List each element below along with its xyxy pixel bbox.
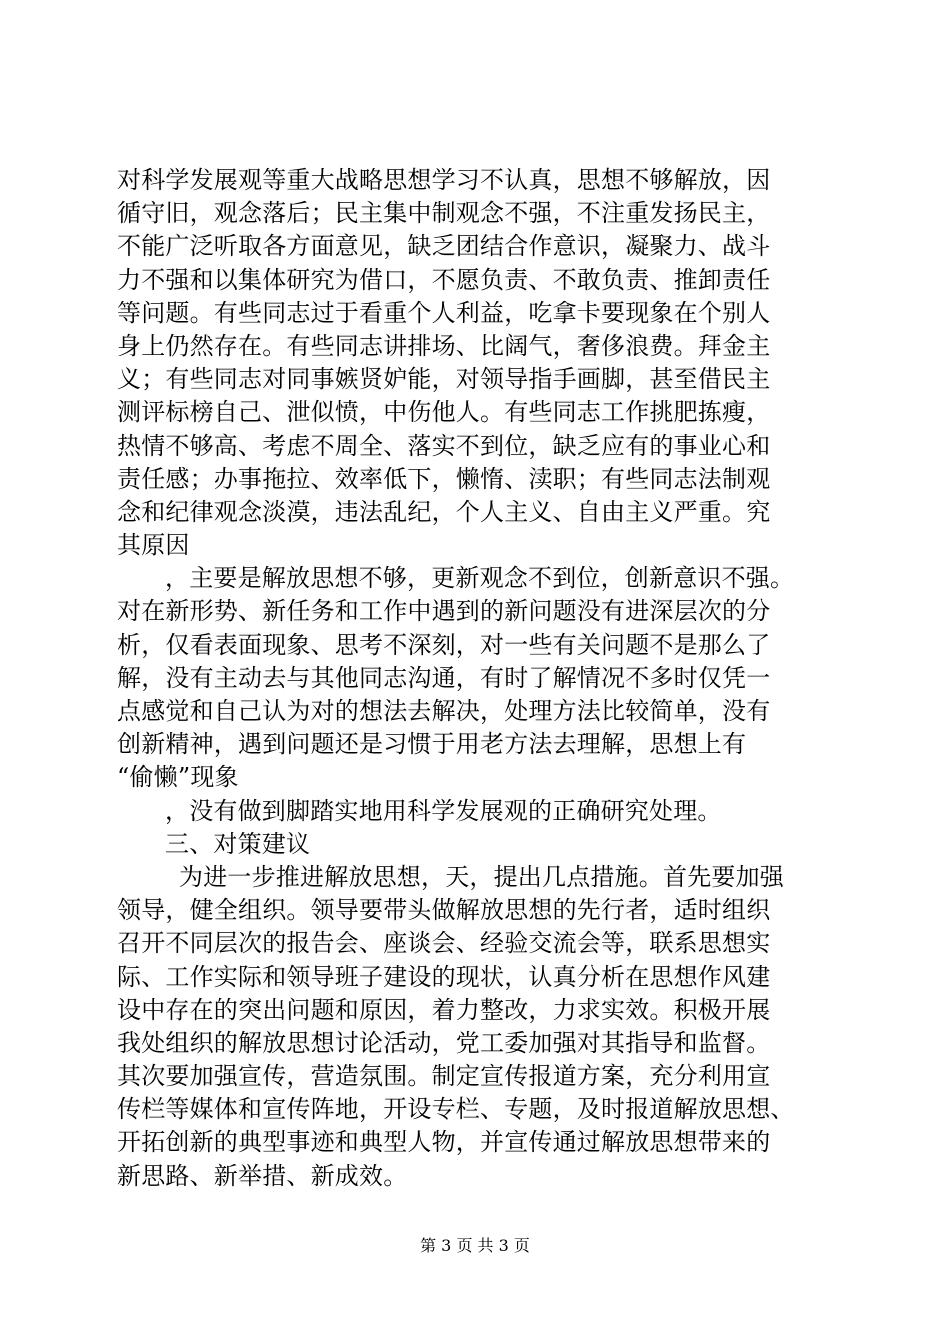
body-line: 循守旧，观念落后；民主集中制观念不强，不注重发扬民主，: [117, 199, 771, 228]
body-line: 开拓创新的典型事迹和典型人物，并宣传通过解放思想带来的: [117, 1128, 771, 1157]
body-line: “偷懒”现象: [117, 763, 239, 792]
body-line: ，没有做到脚踏实地用科学发展观的正确研究处理。: [165, 796, 722, 825]
body-line: 创新精神，遇到问题还是习惯于用老方法去理解，思想上有: [117, 730, 747, 759]
body-line: 为进一步推进解放思想，天，提出几点措施。首先要加强: [179, 862, 784, 891]
body-line: 领导，健全组织。领导要带头做解放思想的先行者，适时组织: [117, 896, 771, 925]
body-line: ，主要是解放思想不够，更新观念不到位，创新意识不强。: [165, 564, 795, 593]
body-line: 测评标榜自己、泄似愤，中伤他人。有些同志工作挑肥拣瘦，: [117, 398, 771, 427]
body-line: 不能广泛听取各方面意见，缺乏团结合作意识，凝聚力、战斗: [117, 232, 771, 261]
document-body: [117, 164, 833, 1193]
body-line: 念和纪律观念淡漠，违法乱纪，个人主义、自由主义严重。究: [117, 497, 771, 526]
body-line: 我处组织的解放思想讨论活动，党工委加强对其指导和监督。: [117, 1028, 771, 1057]
section-heading: 三、对策建议: [165, 829, 311, 858]
body-line: 析，仅看表面现象、思考不深刻，对一些有关问题不是那么了: [117, 630, 771, 659]
body-line: 其原因: [117, 531, 190, 560]
body-line: 点感觉和自己认为对的想法去解决，处理方法比较简单，没有: [117, 697, 771, 725]
body-line: 新思路、新举措、新成效。: [117, 1161, 408, 1190]
body-line: 对科学发展观等重大战略思想学习不认真，思想不够解放，因: [117, 166, 771, 194]
body-line: 对在新形势、新任务和工作中遇到的新问题没有进深层次的分: [117, 597, 771, 626]
body-line: 解，没有主动去与其他同志沟通，有时了解情况不多时仅凭一: [117, 663, 771, 692]
body-line: 义；有些同志对同事嫉贤妒能，对领导指手画脚，甚至借民主: [117, 365, 771, 394]
body-line: 热情不够高、考虑不周全、落实不到位，缺乏应有的事业心和: [117, 431, 771, 460]
body-line: 等问题。有些同志过于看重个人利益，吃拿卡要现象在个别人: [117, 298, 771, 327]
body-line: 其次要加强宣传，营造氛围。制定宣传报道方案，充分利用宣: [117, 1062, 771, 1091]
body-line: 力不强和以集体研究为借口，不愿负责、不敢负责、推卸责任: [117, 265, 771, 294]
body-line: 召开不同层次的报告会、座谈会、经验交流会等，联系思想实: [117, 929, 771, 958]
body-line: 传栏等媒体和宣传阵地，开设专栏、专题，及时报道解放思想、: [117, 1095, 795, 1124]
body-line: 际、工作实际和领导班子建设的现状，认真分析在思想作风建: [117, 962, 771, 991]
body-line: 责任感；办事拖拉、效率低下，懒惰、渎职；有些同志法制观: [117, 464, 771, 493]
body-line: 设中存在的突出问题和原因，着力整改，力求实效。积极开展: [117, 995, 771, 1024]
page-number-footer: 第 3 页 共 3 页: [420, 1236, 530, 1255]
body-line: 身上仍然存在。有些同志讲排场、比阔气，奢侈浪费。拜金主: [117, 331, 771, 360]
